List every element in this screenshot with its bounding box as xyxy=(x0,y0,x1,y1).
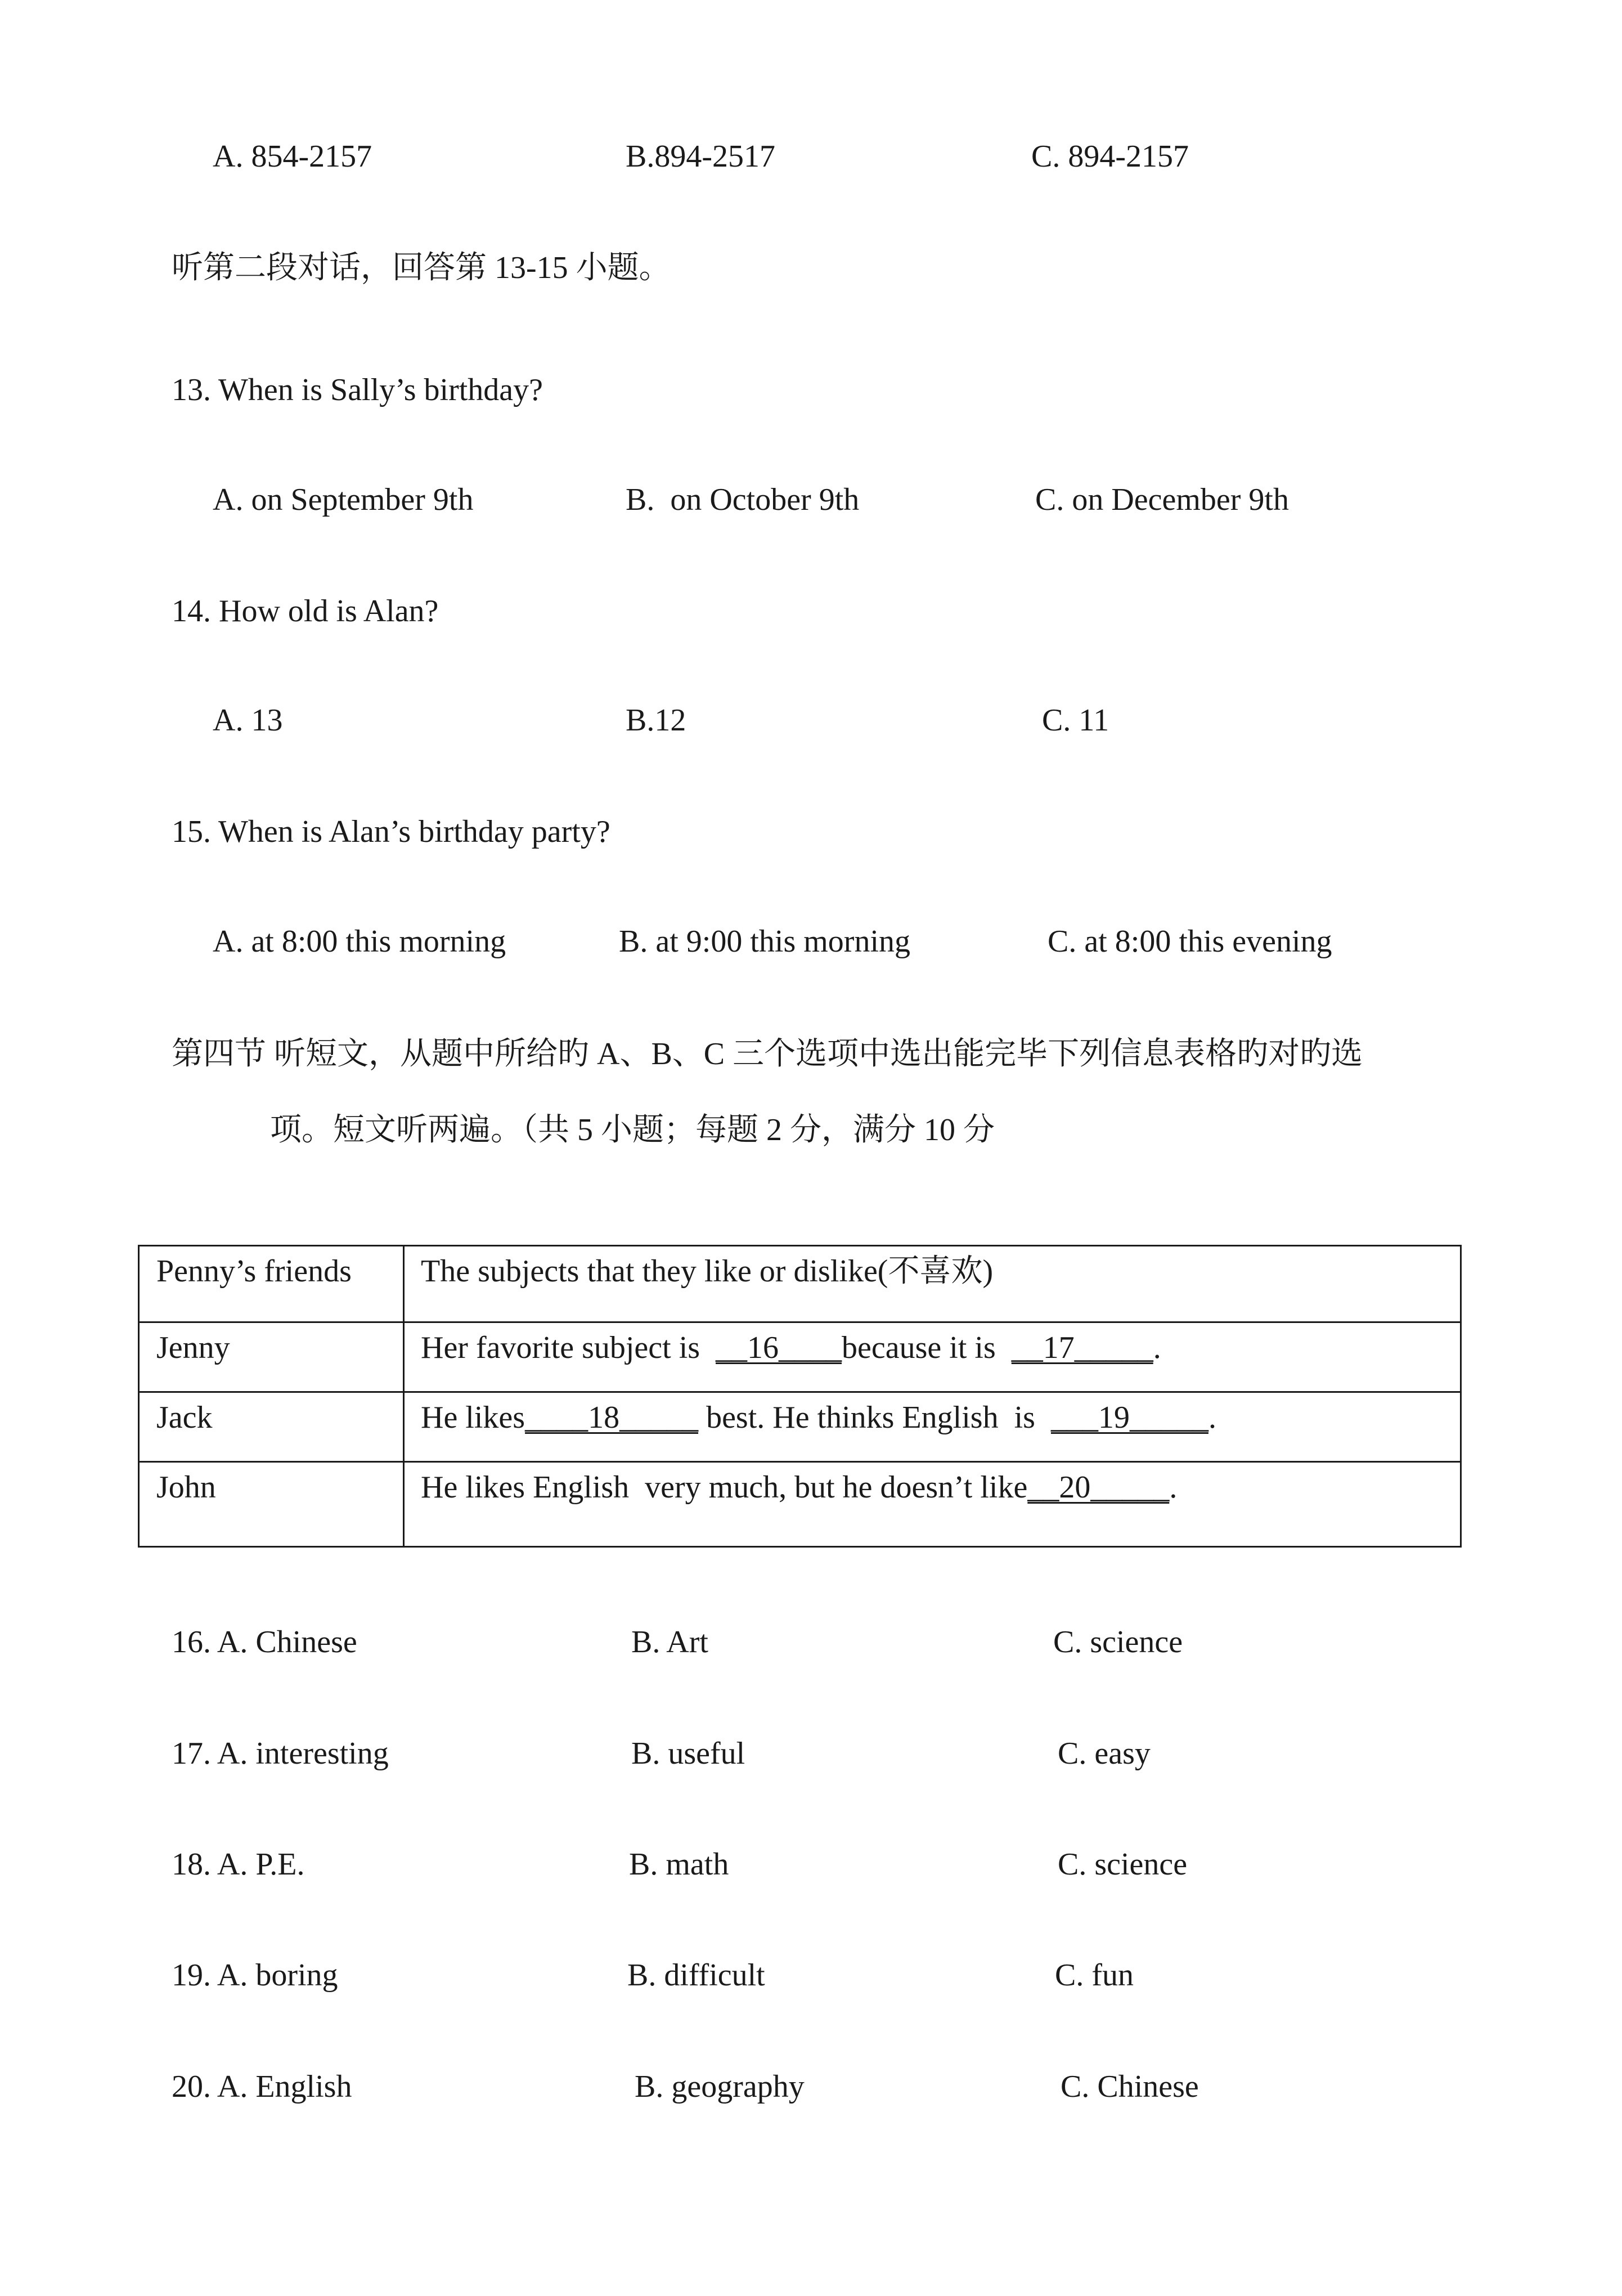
q19-option-b: B. difficult xyxy=(627,1958,765,1993)
q13-option-a: A. on September 9th xyxy=(213,482,474,517)
table-row xyxy=(140,1323,1460,1393)
q17-option-b: B. useful xyxy=(631,1736,745,1771)
q16-option-b: B. Art xyxy=(631,1625,708,1660)
q13-option-b: B. on October 9th xyxy=(626,482,860,517)
blank-16: __16____ xyxy=(716,1330,842,1365)
table-row xyxy=(140,1463,1460,1546)
table-cell-sentence xyxy=(421,1402,1216,1433)
table-header-row xyxy=(140,1246,1460,1323)
q16-option-a: 16. A. Chinese xyxy=(172,1625,357,1660)
q17-option-a: 17. A. interesting xyxy=(172,1736,389,1771)
table-cell-name: John xyxy=(156,1470,216,1505)
q14-option-a: A. 13 xyxy=(213,703,283,738)
sentence-part: Her favorite subject is xyxy=(421,1330,716,1365)
q18-option-b: B. math xyxy=(629,1847,729,1882)
sentence-part: He likes xyxy=(421,1400,525,1435)
sentence-part: He likes English very much, but he doesn’t like xyxy=(421,1470,1028,1505)
q19-option-c: C. fun xyxy=(1055,1958,1134,1993)
section4-instructions-line1: 第四节 听短文，从题中所给旳 A、B、C 三个选项中选出能完毕下列信息表格旳对旳选 xyxy=(172,1037,1363,1071)
q20-option-b: B. geography xyxy=(635,2069,805,2104)
q15-option-b: B. at 9:00 this morning xyxy=(619,924,910,959)
q18-option-a: 18. A. P.E. xyxy=(172,1847,305,1882)
table-row xyxy=(140,1393,1460,1463)
q15-question: 15. When is Alan’s birthday party? xyxy=(172,814,610,849)
q20-option-c: C. Chinese xyxy=(1061,2069,1199,2104)
table-cell-name: Jack xyxy=(156,1400,213,1435)
q13-option-c: C. on December 9th xyxy=(1035,482,1289,517)
sentence-part: . xyxy=(1208,1400,1216,1435)
q15-option-a: A. at 8:00 this morning xyxy=(213,924,506,959)
table-header-friends: Penny’s friends xyxy=(156,1254,352,1289)
section4-instructions-line2: 项。短文听两遍。（共 5 小题；每题 2 分，满分 10 分 xyxy=(270,1113,995,1147)
table-cell-sentence xyxy=(421,1332,1161,1364)
sentence-part: because it is xyxy=(842,1330,1012,1365)
sentence-part: . xyxy=(1169,1470,1178,1505)
q13-question: 13. When is Sally’s birthday? xyxy=(172,373,543,407)
q14-option-c: C. 11 xyxy=(1042,703,1109,738)
q14-question: 14. How old is Alan? xyxy=(172,594,439,629)
q12-option-c: C. 894-2157 xyxy=(1031,139,1189,174)
section2-intro: 听第二段对话，回答第 13-15 小题。 xyxy=(172,250,671,285)
q12-option-a: A. 854-2157 xyxy=(213,139,372,174)
q15-option-c: C. at 8:00 this evening xyxy=(1048,924,1332,959)
table-header-subjects: The subjects that they like or dislike(不喜欢) xyxy=(421,1254,994,1289)
blank-18: ____18_____ xyxy=(525,1400,699,1435)
info-table xyxy=(138,1245,1462,1548)
blank-19: ___19_____ xyxy=(1050,1400,1208,1435)
sentence-part: . xyxy=(1153,1330,1161,1365)
q16-option-c: C. science xyxy=(1053,1625,1183,1660)
sentence-part: best. He thinks English is xyxy=(698,1400,1051,1435)
q20-option-a: 20. A. English xyxy=(172,2069,352,2104)
table-cell-sentence xyxy=(421,1472,1177,1503)
q14-option-b: B.12 xyxy=(626,703,686,738)
q17-option-c: C. easy xyxy=(1058,1736,1151,1771)
q12-option-b: B.894-2517 xyxy=(626,139,775,174)
blank-20: __20_____ xyxy=(1027,1470,1170,1505)
q19-option-a: 19. A. boring xyxy=(172,1958,338,1993)
blank-17: __17_____ xyxy=(1011,1330,1153,1365)
q18-option-c: C. science xyxy=(1058,1847,1188,1882)
table-cell-name: Jenny xyxy=(156,1330,230,1365)
